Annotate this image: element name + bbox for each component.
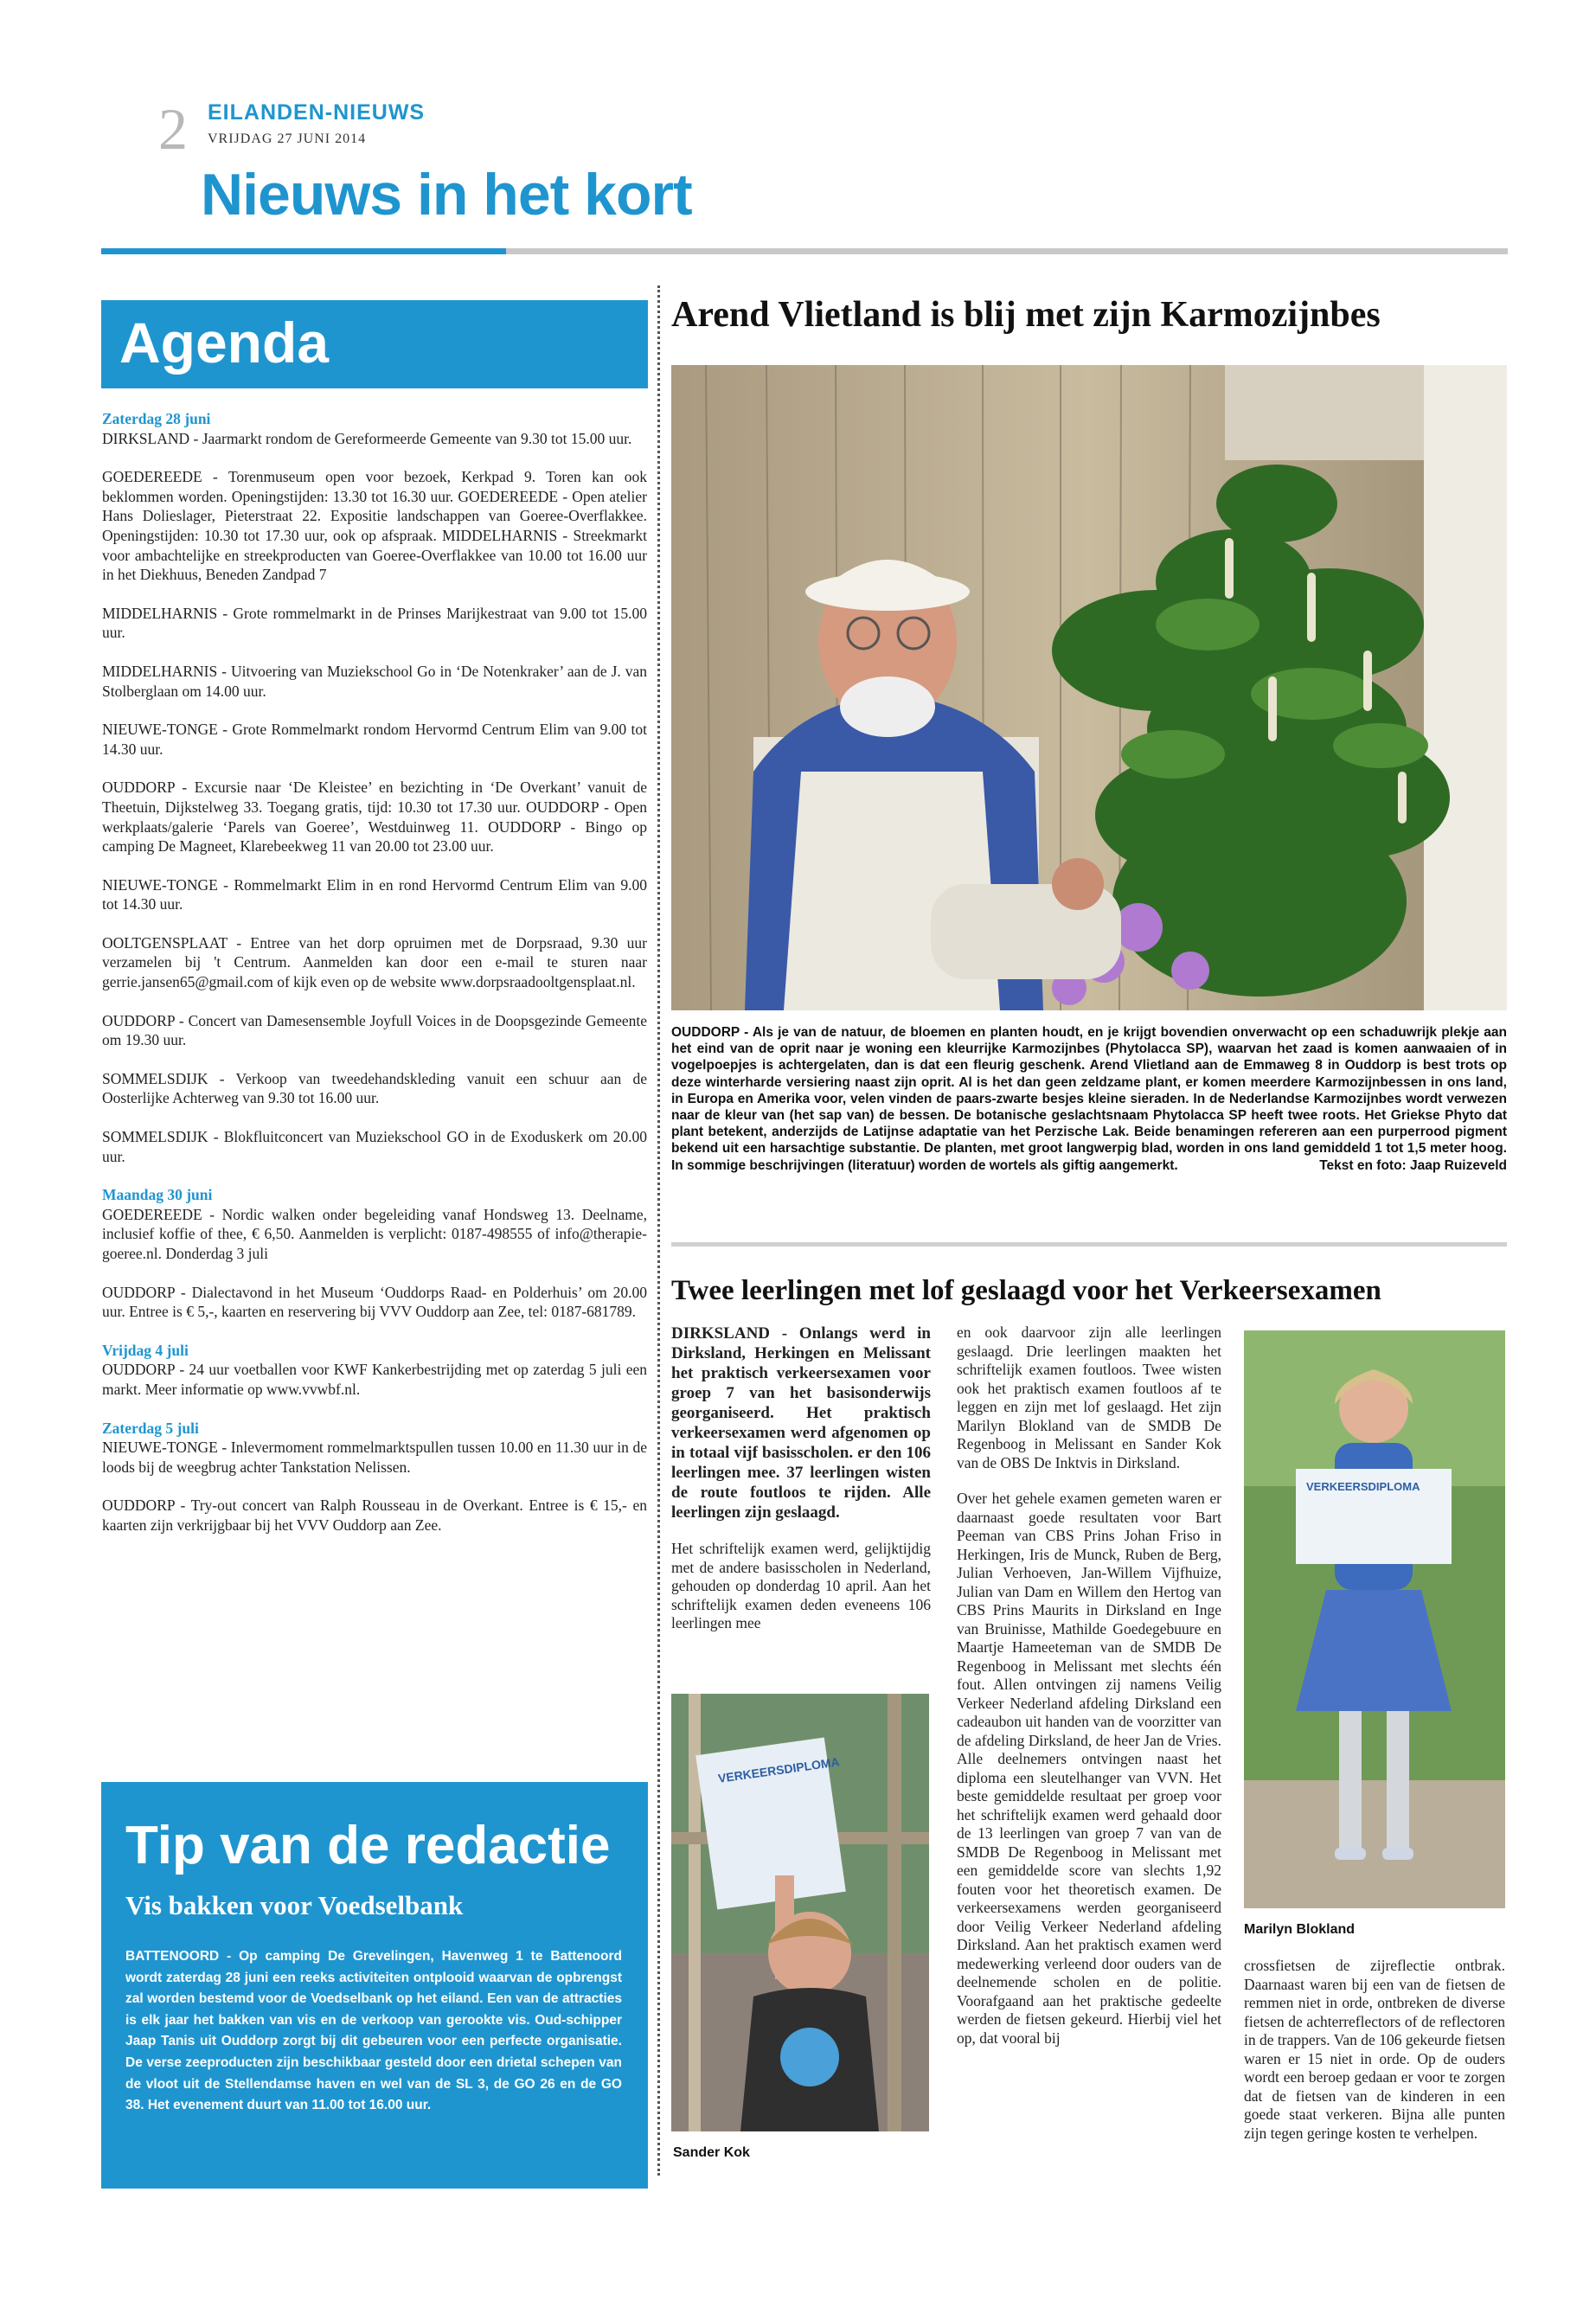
newspaper-logo: EILANDEN-NIEUWS bbox=[208, 100, 426, 125]
girl-with-diploma-illustration bbox=[1244, 1330, 1505, 1908]
agenda-day-heading: Zaterdag 28 juni bbox=[102, 410, 211, 427]
gardener-plant-illustration bbox=[671, 365, 1507, 1010]
agenda-item-text: OUDDORP - Dialectavond in het Museum ‘Ouddorps Raad- en Polderhuis’ om 20.00 uur. Entree is € 5,-, kaarten en reservering bij VVV Ouddorp aan Zee, tel: 0187-681789. bbox=[102, 1283, 647, 1321]
agenda-item-text: NIEUWE-TONGE - Inlevermoment rommelmarktspullen tussen 10.00 en 11.30 uur in de loods bij de weegbrug achter Tankstation Nelissen. bbox=[102, 1439, 647, 1476]
article2-headline: Twee leerlingen met lof geslaagd voor het Verkeersexamen bbox=[671, 1275, 1381, 1306]
agenda-item bbox=[102, 1069, 647, 1108]
agenda-item bbox=[102, 467, 647, 585]
article1-headline: Arend Vlietland is blij met zijn Karmozijnbes bbox=[671, 295, 1381, 335]
agenda-item bbox=[102, 1496, 647, 1535]
agenda-title: Agenda bbox=[119, 311, 330, 375]
article1-photo bbox=[671, 365, 1507, 1010]
header-rule-blue bbox=[101, 248, 506, 254]
article2-col2-paragraph-1: en ook daarvoor zijn alle leerlingen geslaagd. Drie leerlingen maakten het schriftelijk examen foutloos. Twee wisten ook het praktisch examen foutloos af te leggen en zijn met lof geslaagd. Het zijn Marilyn Blokland van de SMDB De Regenboog in Melissant en Sander Kok van de OBS De Inktvis in Dirksland. bbox=[957, 1324, 1221, 1471]
agenda-item bbox=[102, 720, 647, 759]
agenda-item-text: DIRKSLAND - Jaarmarkt rondom de Gereformeerde Gemeente van 9.30 tot 15.00 uur. bbox=[102, 429, 632, 447]
agenda-item-text: OUDDORP - Concert van Damesensemble Joyfull Voices in de Doopsgezinde Gemeente om 19.30 uur. bbox=[102, 1011, 647, 1049]
agenda-day-heading: Vrijdag 4 juli bbox=[102, 1341, 189, 1359]
agenda-item-text: MIDDELHARNIS - Grote rommelmarkt in de Prinses Marijkestraat van 9.00 tot 15.00 uur. bbox=[102, 604, 647, 642]
article2-column-2 bbox=[957, 1324, 1221, 2065]
agenda-item bbox=[102, 604, 647, 643]
agenda-item bbox=[102, 1341, 647, 1400]
agenda-item-text: SOMMELSDIJK - Verkoop van tweedehandskleding vanuit een schuur aan de Oosterlijke Achterweg van 9.30 tot 16.00 uur. bbox=[102, 1069, 647, 1107]
page-number: 2 bbox=[158, 96, 188, 162]
agenda-item bbox=[102, 778, 647, 856]
agenda-item bbox=[102, 1185, 647, 1263]
tip-title: Tip van de redactie bbox=[125, 1816, 611, 1875]
agenda-item bbox=[102, 1419, 647, 1477]
agenda-item bbox=[102, 1127, 647, 1166]
agenda-item-text: GOEDEREEDE - Torenmuseum open voor bezoek, Kerkpad 9. Toren kan ook beklommen worden. Openingstijden: 13.30 tot 16.30 uur. GOEDEREEDE - Open atelier Hans Dolieslager, Pieterstraat 22. Expositie landschappen van Goeree-Overflakkee. Openingstijden: 10.30 tot 17.30 uur, ook op afspraak. MIDDELHARNIS - Streekmarkt voor ambachtelijke en streekproducten van Goeree-Overflakkee van 10.00 tot 16.00 uur in het Diekhuus, Beneden Zandpad 7 bbox=[102, 468, 647, 584]
column-divider bbox=[657, 285, 660, 2176]
section-title: Nieuws in het kort bbox=[201, 162, 692, 228]
boy-with-diploma-illustration bbox=[671, 1694, 929, 2131]
agenda-item-text: OOLTGENSPLAAT - Entree van het dorp opruimen met de Dorpsraad, 9.30 uur verzamelen bij 't Centrum. Aanmelden kan door een e-mail te sturen naar gerrie.jansen65@gmail.com of kijk even op de website www.dorpsraadooltgensplaat.nl. bbox=[102, 933, 647, 991]
agenda-item bbox=[102, 1011, 647, 1050]
article2-lead: DIRKSLAND - Onlangs werd in Dirksland, Herkingen en Melissant het praktisch verkeersexamen voor groep 7 van het basisonderwijs georganiseerd. Het praktisch verkeersexamen werd afgenomen op in totaal vijf basisscholen. er den 106 leerlingen mee. 37 leerlingen wisten de route foutloos te rijden. Alle leerlingen zijn geslaagd. bbox=[671, 1324, 931, 1522]
sander-caption: Sander Kok bbox=[673, 2145, 750, 2160]
article2-col3-paragraph: crossfietsen de zijreflectie ontbrak. Daarnaast waren bij een van de fietsen de remmen niet in orde, ontbreken de diverse fietsen de achterreflectors of de reflectoren in de trappers. Van de 106 gekeurde fietsen waren er 15 niet in orde. Op de ouders wordt een beroep gedaan er voor te zorgen dat de fietsen van de kinderen in een goede staat verkeren. Bijna alle punten zijn tegen geringe kosten te verhelpen. bbox=[1244, 1957, 1505, 2142]
article2-col2-paragraph-2: Over het gehele examen gemeten waren er daarnaast goede resultaten voor Bart Peeman van CBS Prins Johan Friso in Herkingen, Iris de Munck, Ruben de Berg, Julian Verhoeven, Jan-Willem Vijfhuize, Julian van Dam en Willem den Hertog van CBS Prins Maurits in Dirksland en Inge van Bruinisse, Mathilde Goedegebuure en Maartje Hameeteman van de SMDB De Regenboog in Melissant met slechts één fout. Allen ontvingen zij namens Veilig Verkeer Nederland afdeling Dirksland een cadeaubon uit handen van de voorzitter van de afdeling Dirksland, de heer Jan de Vries. Alle deelnemers ontvingen naast het diploma een sleutelhanger van VVN. Het beste gemiddelde resultaat per groep voor het schriftelijk examen werd gehaald door de 13 leerlingen van groep 7 van van de SMDB De Regenboog in Melissant met een gemiddelde score van slechts 1,92 fouten voor het theoretisch examen. De verkeersexamens werden georganiseerd door Veilig Verkeer Nederland afdeling Dirksland. Aan het praktisch examen werd medewerking verleend door ouders van de deelnemende scholen en de politie. Voorafgaand aan het praktische gedeelte werden de fietsen gekeurd. Hierbij viel het op, dat vooral bij bbox=[957, 1490, 1221, 2047]
agenda-item-text: OUDDORP - Excursie naar ‘De Kleistee’ en bezichting in ‘De Overkant’ vanuit de Theetuin, Dijkstelweg 33. Toegang gratis, tijd: 10.30 tot 17.30 uur. OUDDORP - Open werkplaats/galerie ‘Parels van Goeree’, Westduinweg 11. OUDDORP - Bingo op camping De Magneet, Klarebeekweg 11 van 20.00 tot 23.00 uur. bbox=[102, 779, 647, 856]
agenda-item-text: GOEDEREEDE - Nordic walken onder begeleiding vanaf Hondsweg 13. Deelname, inclusief koffie of thee, € 6,50. Aanmelden is verplicht: 0187-498555 of info@therapie-goeree.nl. Donderdag 3 juli bbox=[102, 1205, 647, 1262]
agenda-item-text: OUDDORP - Try-out concert van Ralph Rousseau in de Overkant. Entree is € 15,- en kaarten zijn verkrijgbaar bij het VVV Ouddorp aan Zee. bbox=[102, 1497, 647, 1534]
agenda-item-text: NIEUWE-TONGE - Grote Rommelmarkt rondom Hervormd Centrum Elim van 9.00 tot 14.30 uur. bbox=[102, 721, 647, 758]
agenda-day-heading: Zaterdag 5 juli bbox=[102, 1419, 199, 1437]
agenda-item bbox=[102, 933, 647, 992]
marilyn-photo bbox=[1244, 1330, 1505, 1908]
sander-photo bbox=[671, 1694, 929, 2131]
article2-col1-paragraph: Het schriftelijk examen werd, gelijktijdig met de andere basisscholen in Nederland, gehouden op donderdag 10 april. Aan het schriftelijk examen deden eveneens 106 leerlingen mee bbox=[671, 1540, 931, 1631]
article2-column-1 bbox=[671, 1324, 931, 1650]
agenda-item bbox=[102, 875, 647, 914]
article1-caption bbox=[671, 1024, 1507, 1174]
agenda-item-text: MIDDELHARNIS - Uitvoering van Muziekschool Go in ‘De Notenkraker’ aan de J. van Stolberglaan om 14.00 uur. bbox=[102, 662, 647, 700]
article1-credit: Tekst en foto: Jaap Ruizeveld bbox=[1319, 1157, 1507, 1173]
article2-column-3 bbox=[1244, 1957, 1505, 2160]
marilyn-diploma-text: VERKEERSDIPLOMA bbox=[1306, 1480, 1420, 1493]
agenda-item bbox=[102, 1283, 647, 1322]
header-rule-grey bbox=[506, 248, 1508, 254]
agenda-item-text: SOMMELSDIJK - Blokfluitconcert van Muziekschool GO in de Exoduskerk om 20.00 uur. bbox=[102, 1128, 647, 1165]
article1-caption-text: OUDDORP - Als je van de natuur, de bloemen en planten houdt, en je krijgt bovendien onverwacht op een schaduwrijk plekje aan het eind van de oprit naar je woning een kleurrijke Karmozijnbes (Phytolacca SP), waarvan het zaad is komen aanwaaien of in vogelpoepjes is achtergelaten, dan is dat een fleurig geschenk. Arend Vlietland aan de Emmaweg 8 in Ouddorp is best trots op deze winterharde versiering naast zijn oprit. Al is het dan geen zeldzame plant, er komen meerdere Karmozijnbessen in ons land, in Europa en Amerika voor, velen vinden de paars-zwarte besjes kleine sieraden. In de Nederlandse Karmozijnbes wordt verwezen naar de kleur van (het sap van) de bessen. De botanische geslachtsnaam Phytolacca SP heeft twee roots. Het Griekse Phyto dat plant betekent, anderzijds de Latijnse adaptatie van het Perzische Lak. Beide benamingen refereren aan een purperrood pigment bekend uit een harsachtige substantie. De planten, met groot langwerpig blad, worden in ons land gemiddeld 1 tot 1,5 meter hoog. In sommige beschrijvingen (literatuur) worden de wortels als giftig aangemerkt. bbox=[671, 1025, 1507, 1173]
agenda-item-text: NIEUWE-TONGE - Rommelmarkt Elim in en rond Hervormd Centrum Elim van 9.00 tot 14.30 uur. bbox=[102, 875, 647, 913]
issue-date: VRIJDAG 27 JUNI 2014 bbox=[208, 131, 367, 146]
article-separator bbox=[671, 1242, 1507, 1247]
tip-text: BATTENOORD - Op camping De Grevelingen, Havenweg 1 te Battenoord wordt zaterdag 28 juni een reeks activiteiten ontplooid waarvan de opbrengst zal worden bestemd voor de Voedselbank op het eiland. Een van de attracties is elk jaar het bakken van vis en de verkoop van gerookte vis. Oud-schipper Jaap Tanis uit Ouddorp zorgt bij dit gebeuren voor een perfecte organisatie. De verse zeeproducten zijn beschikbaar gesteld door een drietal schepen van de vloot uit de Stellendamse haven en wel van de SL 3, de GO 26 en de GO 38. Het evenement duurt van 11.00 tot 16.00 uur. bbox=[125, 1949, 622, 2113]
agenda-list bbox=[102, 409, 647, 1554]
agenda-item bbox=[102, 662, 647, 701]
marilyn-caption: Marilyn Blokland bbox=[1244, 1922, 1356, 1937]
tip-subtitle: Vis bakken voor Voedselbank bbox=[125, 1890, 464, 1920]
sander-diploma-text: VERKEERSDIPLOMA bbox=[717, 1754, 841, 1785]
agenda-item-text: OUDDORP - 24 uur voetballen voor KWF Kankerbestrijding met op zaterdag 5 juli een markt. Meer informatie op www.vvwbf.nl. bbox=[102, 1361, 647, 1398]
agenda-item bbox=[102, 409, 647, 448]
agenda-day-heading: Maandag 30 juni bbox=[102, 1186, 213, 1204]
